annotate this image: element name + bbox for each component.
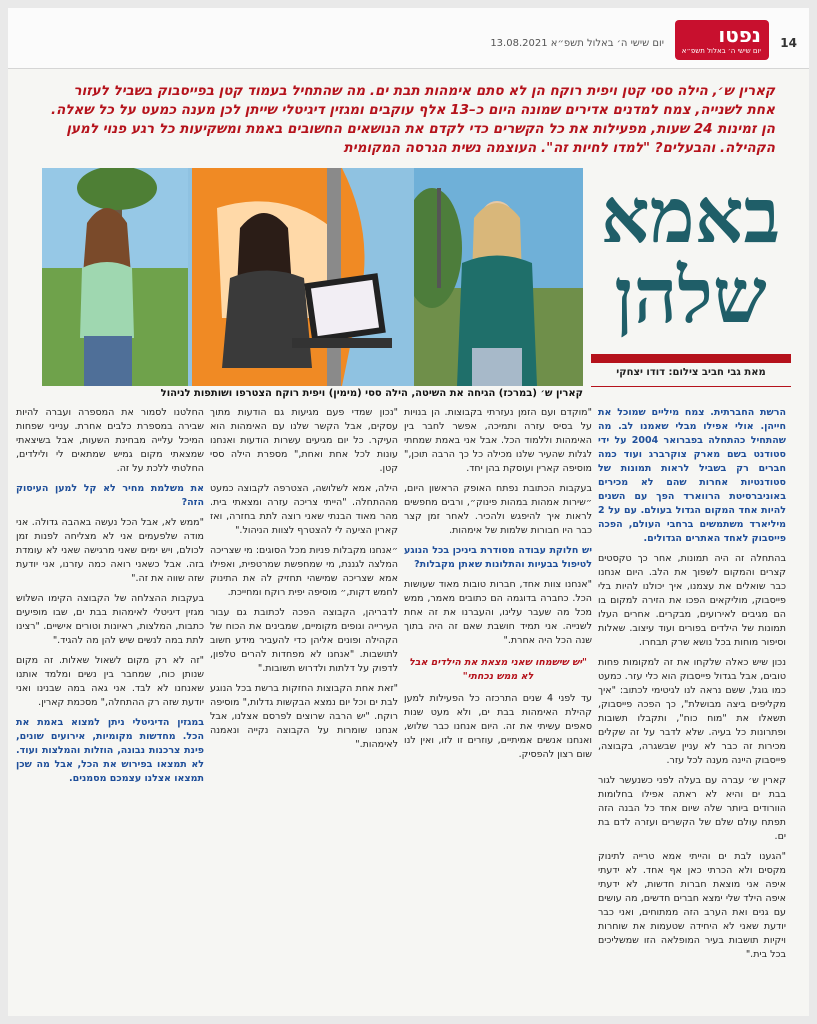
body-paragraph: החלטנו לסמור את המספרה ועברה להיות שבירה במספרת כלבים אחרת. ענייני שפחות המיכל עלייה מבחינת השעות, אבל בשיצאתי שמצאתי מקום גמיש שמתאים לי ולילדים, החלטתי ללכת על זה. (16, 407, 204, 474)
pull-quote: "יש שישמחו שאני מצאת את הילדים אבל לא ממש נכחתי" (409, 657, 587, 682)
body-paragraph: קארין ש׳ עברה עם בעלה לפני כשנעשר לגור בבת ים והיא לא ראתה אפילו בחלומות הוורודים ביותר שלה שיום אחד כל הבנה הזה תפתח עולם שלם של הקשרים ועזרה לדם בת ים. (598, 775, 786, 842)
text-column-1 (598, 406, 786, 1004)
headline-line-1: באמא (600, 171, 781, 260)
body-paragraph: "זאת אחת הקבוצות החזקות ברשת בכל הנוגע לבת ים וכל יום נמצא הבקשות גדלות," מוסיפה רוקח. "יש הרבה שרוצים לפרסם אצלנו, אבל אנחנו שומרות על הקבוצה נקייה ונאמנה לאימהות." (210, 683, 398, 750)
article-headline (588, 171, 793, 358)
body-paragraph: "אנחנו צוות אחד, חברות טובות מאוד שעושות הכל. כחברה בדוגמה הם כתובים מאמר, ממש מכל מה שעבר עלינו, והעברנו את זה אחת לשנייה. אני תמיד חושבת שאם זה היה בתוך שנה הכל היה אחרת." (404, 579, 592, 646)
body-paragraph: "מוקדם ועם הזמן נעזרתי בקבוצות. הן בנויות על בסיס עזרה ותמיכה, אפשר לחבר בין האימהות וללמוד הכל. אבל אני באמת שמחתי לגלות שהעיר שלנו מכילה כל כך הרבה תוכן," מוסיפה קארין ועוסקת בהן יחד. (404, 407, 592, 474)
body-paragraph: "נכון שמדי פעם מגיעות גם הודעות מתוך עסקים, אבל הקשר שלנו עם האימהות הוא העיקר. כל יום מגיעים עשרות הודעות ואנחנו עונות לכל אחת ואחת," מספרת הילה ססי קטן. (210, 407, 398, 474)
closing-paragraph: במגזין הדיגיטלי ניתן למצוא באמת את הכל. מחדשות מקומיות, אירועים שונים, פינת צרכנות נבונה, הוזלות והמלצות ועוד. לא תמצאו בפירוש את הכל, אבל מה שכן תמצאו אצלנו עצמכם מסמנים. (16, 717, 204, 784)
headline-line-2: שלהן (614, 251, 767, 340)
body-paragraph: עד לפני 4 שנים התרכזה כל הפעילות למען קהילת האימהות בבת ים, ולא מעט שנות סאפים עשיתי את זה. היום אנחנו כבר שלוש, ואנחנו אנשים אמיתיים, עוזרים זו לזו, ואין לנו שום רצון להפסיק. (404, 693, 592, 760)
photo-collage (42, 168, 583, 386)
interview-question: את משלמת מחיר לא קל למען העיסוק הזה? (16, 483, 204, 508)
body-paragraph: "הגענו לבת ים והייתי אמא טרייה לתינוק מקסים ולא הכרתי כאן אף אחד. לא ידעתי איפה אני מוצאת חברות חדשות, לא ידעתי איפה הילד שלי ימצא חברים חדשים, מה עושים עם גנים ואת הערב הזה ממתוחים, ואני כבר יודעת שאני לא היחידה שטעמות את שוחרות ויקיות תושבות בעיר המופלאה הזו שמשליכים בכל בית." (598, 851, 786, 960)
issue-date: יום שישי ה׳ באלול תשפ״א 13.08.2021 (490, 38, 664, 49)
interview-question: יש חלוקת עבודה מסודרת ביניכן בכל הנוגע לטיפול בבעיות והתלונות שאתן מקבלות? (404, 545, 592, 570)
lead-paragraph: קארין ש׳, הילה ססי קטן ויפית רוקח הן לא סתם אימהות תבת ים. מה שהתחיל בעמוד קטן בפייסבוק בשביל לעזור אחת לשנייה, צמח למדנים אדירים שמונה היום כ–13 אלף עוקבים ומגזין דיגיטלי שייתן לכן מענה כמעט על כל שאלה. הן זמינות 24 שעות, מפעילות את כל הקשרים כדי לקדם את הנושאים החשובים באמת ומשקיעות כל רגע פנוי למען הקהילה. והבעלים? "למדו לחיות זה". העוצמה נשית הגרסה המקומית (50, 83, 775, 156)
page-header (8, 8, 809, 69)
intro-paragraph: הרשת החברתית. צמח מיליים שמוכל את חייהן. אולי אפילו מבלי שאמנו לב. מה שהתחיל כהתחלה בפברואר 2004 על ידי סטודנט בשם מארק צוקרברג ועוד כמה חברים רק בשביל לראות תמונות של סטודנטיות אחרות שהם לא מכירים באוניברסיטת הרווארד הפך עם השנים להיות אחד המקום הגדול בעולם. עם על 2 מיליארד משתמשים ברחבי העולם, הפכה פייסבוק לאחד האתרים הגדולים. (598, 407, 786, 544)
body-paragraph: "זה לא רק מקום לשאול שאלות. זה מקום שנותן כוח, שמחבר בין נשים ומלמד אותנו שאנחנו לא לבד. אני גאה במה שבנינו ואני יודעת שזה רק ההתחלה," מסכמת קארין. (16, 655, 204, 708)
body-paragraph: בעקבות הכתובת נפתח האופק הראשון היום, ״שירות אמהות במהות פינוק״, ורבים מחפשים לראות איך להיפגש ולהכיר. לאחר זמן קצר כבר היו חבורות שלמות של אימהות. (404, 483, 592, 536)
byline-rule (591, 386, 791, 387)
text-column-4 (16, 406, 204, 1004)
text-column-3 (210, 406, 398, 1004)
text-column-2 (404, 406, 592, 1004)
body-paragraph: ״אנחנו מקבלות פניות מכל הסוגים: מי שצריכה המלצה לגננת, מי שמחפשת שמרטפית, ואפילו אמא שצריכה שמישהי תחזיק לה את התינוק לחמש דקות,״ מוסיפה יפית רוקח ומחייכת. (210, 545, 398, 598)
byline: מאת גבי חביב צילום: דודו יצחקי (616, 367, 766, 378)
page-number: 14 (780, 36, 797, 50)
headline-rule (591, 354, 791, 363)
body-paragraph: לדבריהן, הקבוצה הפכה לכתובת גם עבור העירייה וגופים מקומיים, שמבינים את הכוח של הקהילה ופונים אליהן כדי להעביר מידע חשוב לתושבות. "אנחנו לא מפחדות להרים טלפון, לדפוק על דלתות ולדרוש תשובות." (210, 607, 398, 674)
body-paragraph: בהתחלה זה היה תמונות, אחר כך טקסטים קצרים והמקום לשפוך את הלב. היום אנחנו כבר שואלים את עצמנו, איך יכולנו להיות בלי פייסבוק, מוליקאים הפכו את הזירה למקום בו הם מגיבים לאירועים, מבקרים. אחרים העלו תמונות של הילדים בפורים ועוד עיצוב. שאלות וסיפור מוחות בכל נושא שרק תבחרו. (598, 553, 786, 648)
body-paragraph: הילה, אמא לשלושה, הצטרפה לקבוצה כמעט מההתחלה. "הייתי צריכה עזרה ומצאתי בית. מהר מאוד הבנתי שאני רוצה לתת בחזרה, ואז קארין הציעה לי להצטרף לצוות הניהול." (210, 483, 398, 536)
magazine-page (8, 8, 809, 1016)
article-photo (42, 168, 583, 386)
logo-subtext: יום שישי ה׳ באלול תשפ״א (681, 47, 761, 55)
body-paragraph: "ממש לא, אבל הכל נעשה באהבה גדולה. אני מודה שלפעמים אני לא מצליחה לפנות זמן לכולם, ויש ימים שאני מרגישה שאני לא עומדת בזה. אבל כשאני רואה כמה עזרנו, אני יודעת שזה שווה את זה." (16, 517, 204, 584)
body-paragraph: בעקבות ההצלחה של הקבוצה הקימו השלוש מגזין דיגיטלי לאימהות בבת ים, שבו מופיעים כתבות, המלצות, ראיונות וטורים אישיים. "רצינו לתת במה לנשים שיש להן מה להגיד." (16, 593, 204, 646)
logo-text: נפטו (718, 23, 761, 47)
body-paragraph: נכון שיש כאלה שלקחו את זה למקומות פחות טובים, אבל בגדול פייסבוק הוא כלי עזר. כמעט כמו גוגל, ששם נראה לנו לגיטימי לכתוב: "איך מקליפים ביצה מבושלת", כך הפכה פייסבוק, תשאלו את "מוח כוח", ותקבלו תשובות ופתרונות כל בעיה. שלא לדבר על זה שקלים מכירות זה כבר לא עניין שבשגרה, בקבוצה, פייסבוק היינה מענה לכל עזר. (598, 657, 786, 766)
publication-logo (675, 20, 769, 60)
photo-caption: קארין ש׳ (במרכז) הגיחה את השיטה, הילה ססי (מימין) ויפית רוקח הצטרפו ושותפות לניהול (160, 388, 583, 399)
